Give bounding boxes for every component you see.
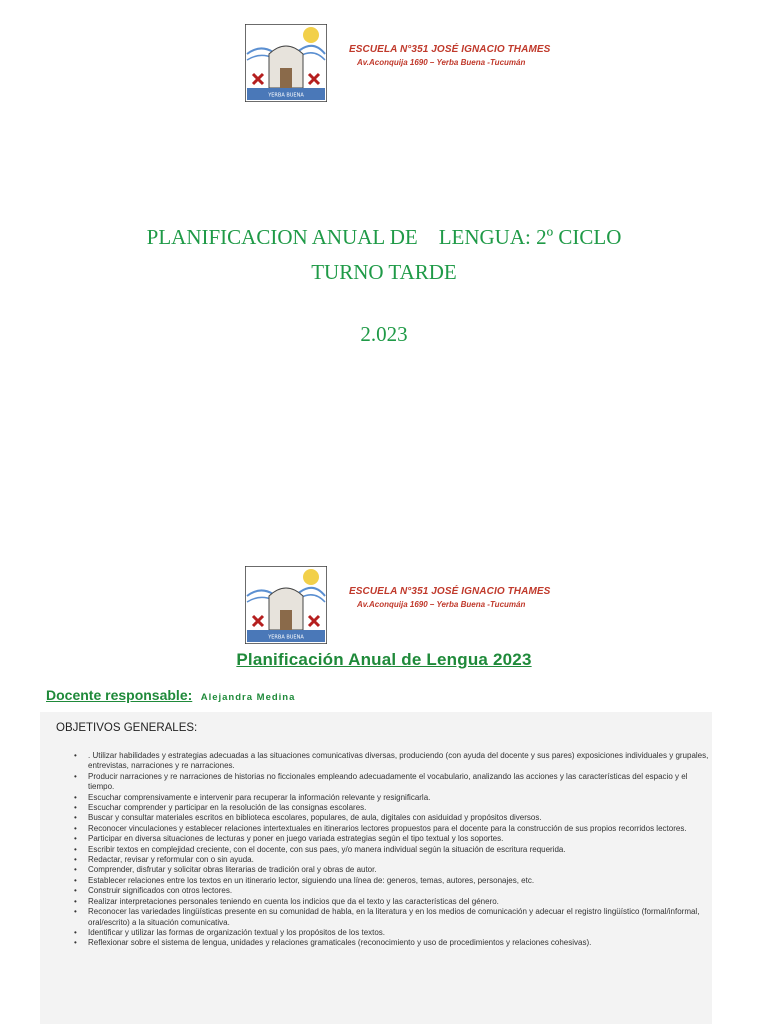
list-item: • Identificar y utilizar las formas de organización textual y los propósitos de los textos. — [74, 928, 714, 938]
list-item: • Participar en diversa situaciones de lecturas y poner en juego variada estrategias según el tipo textual y los soportes. — [74, 834, 714, 844]
school-logo-icon — [245, 566, 327, 644]
docente-line — [46, 687, 295, 705]
school-address: Av.Aconquija 1690 – Yerba Buena -Tucumán — [357, 58, 526, 67]
list-item: • Reconocer vinculaciones y establecer relaciones intertextuales en itinerarios lectores propuestos para el docente para la construcción de sus propios recorridos lectores. — [74, 824, 714, 834]
list-item: • Escuchar comprender y participar en la resolución de las consignas escolares. — [74, 803, 714, 813]
objectives-heading: OBJETIVOS GENERALES: — [56, 722, 198, 734]
list-item: • Reflexionar sobre el sistema de lengua, unidades y relaciones gramaticales (reconocimiento y uso de procedimientos y relaciones cohesivas). — [74, 938, 714, 948]
list-item: • Reconocer las variedades lingüísticas presente en su comunidad de habla, en la literatura y en los medios de comunicación y adecuar el registro lingüístico (formal/informal, oral/escrito) a la situación comunicativa. — [74, 907, 714, 928]
school-address: Av.Aconquija 1690 – Yerba Buena -Tucumán — [357, 600, 526, 609]
logo-caption: YERBA BUENA — [268, 92, 304, 99]
list-item: • Buscar y consultar materiales escritos en biblioteca escolares, populares, de aula, digitales con asiduidad y propósitos diversos. — [74, 813, 714, 823]
list-item: • Establecer relaciones entre los textos en un itinerario lector, siguiendo una línea de: generos, temas, autores, personajes, etc. — [74, 876, 714, 886]
list-item: • Escribir textos en complejidad creciente, con el docente, con sus paes, y/o manera individual según la situación de escritura requerida. — [74, 845, 714, 855]
list-item: • Producir narraciones y re narraciones de historias no ficcionales empleando adecuadamente el vocabulario, analizando las acciones y las características del espacio y el tiempo. — [74, 772, 714, 793]
cover-shift: TURNO TARDE — [311, 260, 457, 284]
objectives-section — [40, 712, 712, 1024]
list-item: • . Utilizar habilidades y estrategias adecuadas a las situaciones comunicativas diversas, produciendo (con ayuda del docente y sus pares) exposiciones individuales y grupales, entrevistas, narraciones y re narraciones. — [74, 751, 714, 772]
letterhead — [245, 566, 555, 644]
cover-title: PLANIFICACION ANUAL DE LENGUA: 2º CICLO — [146, 225, 622, 249]
list-item: • Realizar interpretaciones personales teniendo en cuenta los indicios que da el texto y las características del género. — [74, 897, 714, 907]
school-name: ESCUELA N°351 JOSÉ IGNACIO THAMES — [349, 586, 551, 597]
list-item: • Construir significados con otros lectores. — [74, 886, 714, 896]
letterhead — [245, 24, 555, 102]
school-logo-icon — [245, 24, 327, 102]
school-name: ESCUELA N°351 JOSÉ IGNACIO THAMES — [349, 44, 551, 55]
cover-year: 2.023 — [360, 322, 408, 346]
plan-title: Planificación Anual de Lengua 2023 — [236, 650, 532, 669]
docente-name: Alejandra Medina — [200, 692, 296, 703]
list-item: • Comprender, disfrutar y solicitar obras literarias de tradición oral y obras de autor. — [74, 865, 714, 875]
list-item: • Redactar, revisar y reformular con o sin ayuda. — [74, 855, 714, 865]
docente-label: Docente responsable: — [46, 687, 193, 703]
list-item: • Escuchar comprensivamente e intervenir para recuperar la información relevante y resignificarla. — [74, 793, 714, 803]
objectives-list — [74, 751, 714, 949]
logo-caption: YERBA BUENA — [268, 634, 304, 641]
